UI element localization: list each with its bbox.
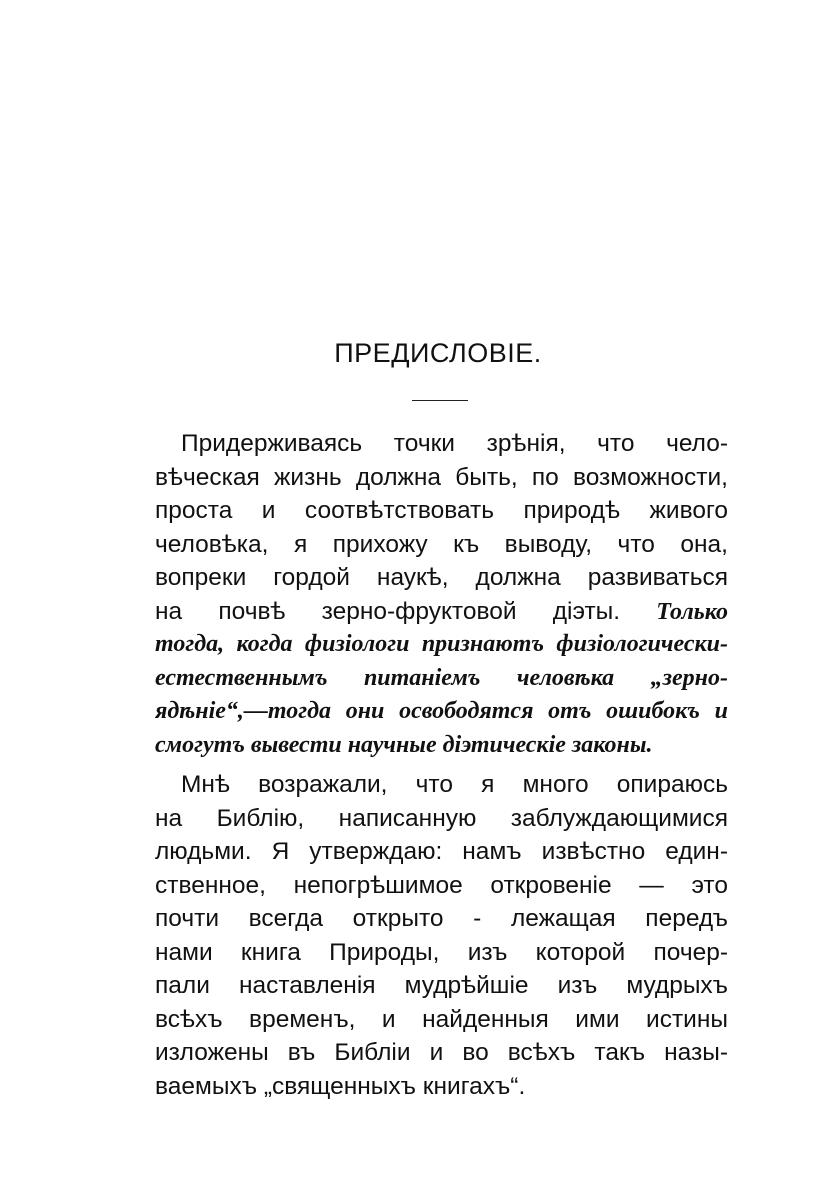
text-line: Придерживаясь точки зрѣнія, что чело- bbox=[181, 430, 728, 457]
text-line: изложены въ Библіи и во всѣхъ такъ назы- bbox=[155, 1039, 728, 1066]
paragraph-2 bbox=[155, 768, 728, 1103]
text-segment: на почвѣ зерно-фруктовой діэты. bbox=[155, 597, 621, 625]
text-line bbox=[155, 595, 728, 629]
italic-segment: Только bbox=[656, 598, 728, 625]
page-title: ПРЕДИСЛОВІЕ. bbox=[334, 338, 542, 368]
italic-line: тогда, когда физіологи признаютъ физіологически- bbox=[155, 631, 728, 657]
paragraph-1 bbox=[155, 427, 728, 762]
text-line: всѣхъ временъ, и найденныя ими истины bbox=[155, 1005, 728, 1033]
text-line: вѣческая жизнь должна быть, по возможности, bbox=[155, 463, 728, 491]
italic-line: ядѣніе“,—тогда они освободятся отъ ошибокъ и bbox=[155, 698, 728, 724]
text-line: пали наставленія мудрѣйшіе изъ мудрыхъ bbox=[155, 972, 728, 999]
text-line: Мнѣ возражали, что я много опираюсь bbox=[181, 771, 728, 798]
italic-line: смогутъ вывести научные діэтическіе законы. bbox=[155, 731, 653, 758]
italic-line: естественнымъ питаніемъ человѣка „зерно- bbox=[155, 664, 728, 691]
text-line: вопреки гордой наукѣ, должна развиваться bbox=[155, 564, 728, 591]
text-line: человѣка, я прихожу къ выводу, что она, bbox=[155, 530, 728, 558]
text-line: ственное, непогрѣшимое откровеніе — это bbox=[155, 871, 728, 899]
preface-text bbox=[155, 427, 728, 1103]
text-line: ваемыхъ „священныхъ книгахъ“. bbox=[155, 1072, 526, 1100]
text-line: почти всегда открыто - лежащая передъ bbox=[155, 905, 728, 932]
text-line: людьми. Я утверждаю: намъ извѣстно един- bbox=[155, 838, 728, 865]
text-line: нами книга Природы, изъ которой почер- bbox=[155, 938, 728, 966]
text-line: на Библію, написанную заблуждающимися bbox=[155, 804, 728, 832]
title-divider bbox=[412, 400, 468, 401]
text-line: проста и соотвѣтствовать природѣ живого bbox=[155, 497, 728, 524]
